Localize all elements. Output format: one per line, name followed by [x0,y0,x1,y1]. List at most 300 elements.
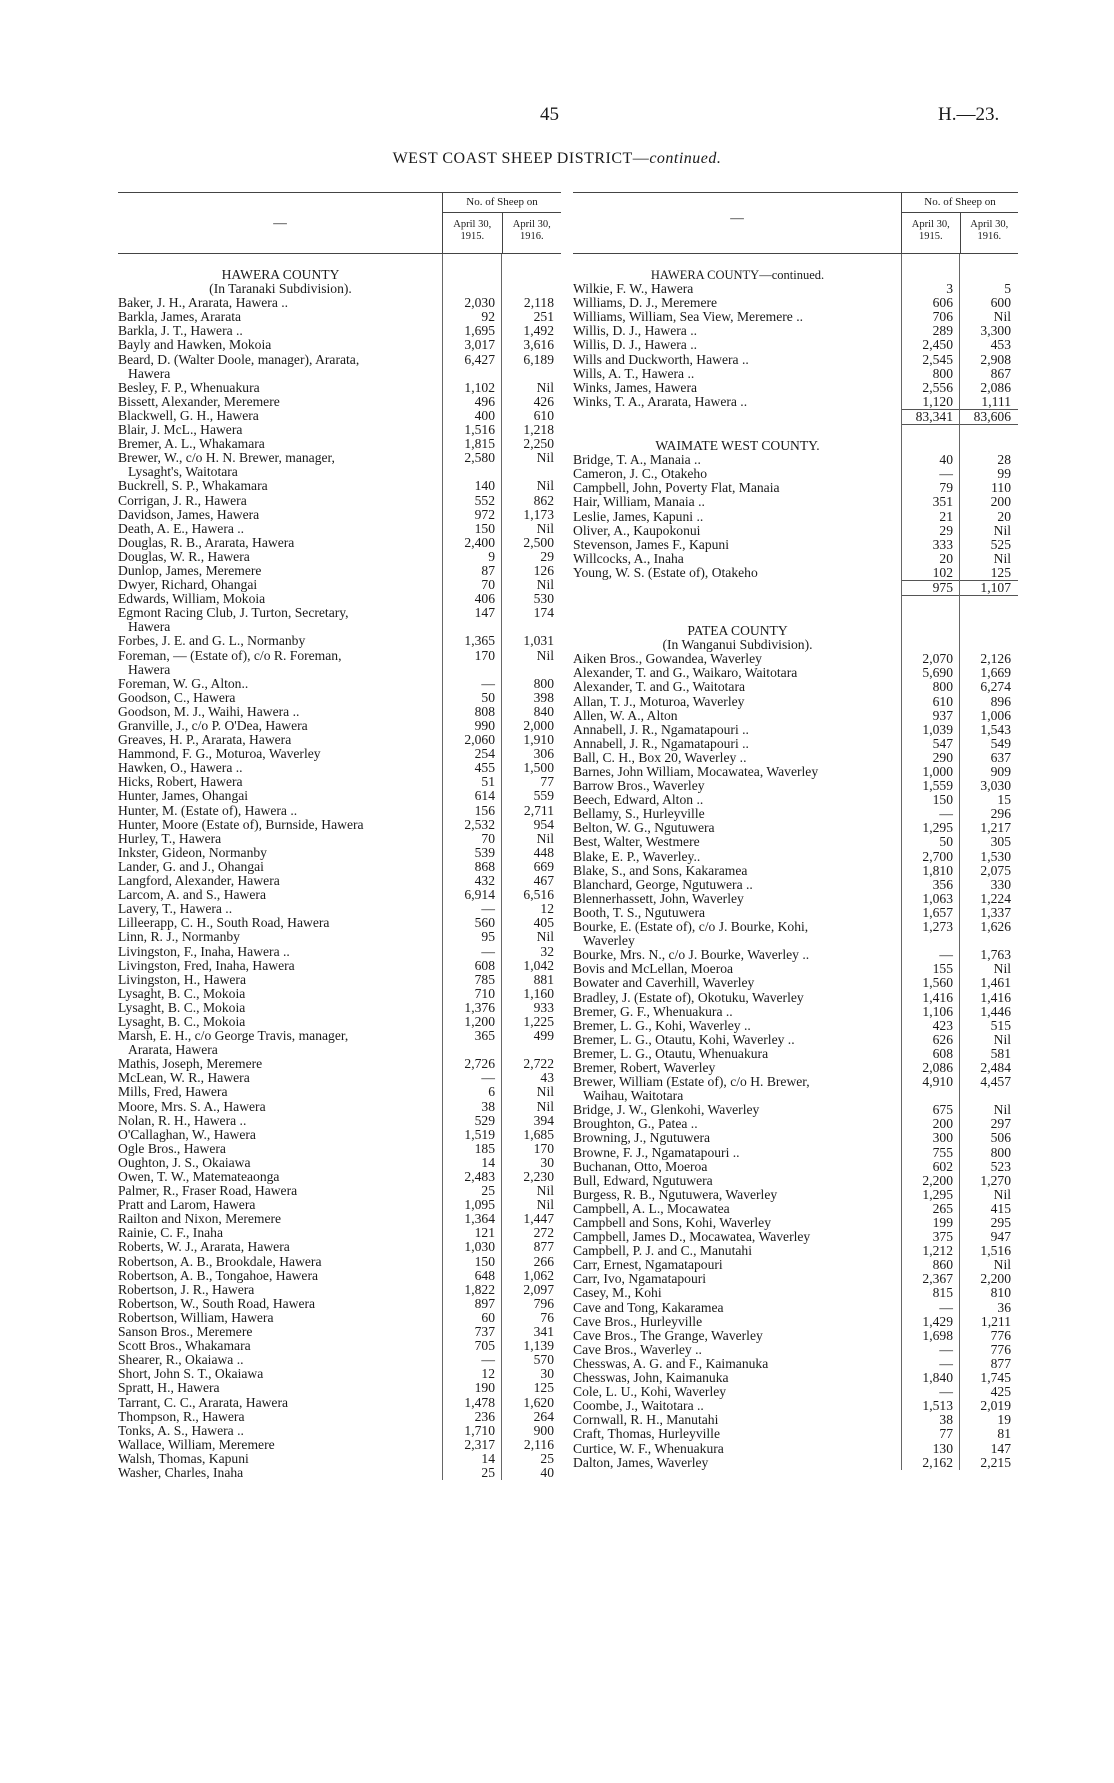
hawera-name: Lysaght, B. C., Mokoia [118,1000,246,1015]
hawera-name: Mathis, Joseph, Meremere [118,1057,263,1072]
hawera-cont-row [573,310,1018,324]
patea-row [573,948,1018,962]
patea-row [573,1117,1018,1131]
hawera-count-1915: 6,427 [464,351,495,367]
hawera-cont-name: Willis, D. J., Hawera .. [573,324,698,339]
patea-count-1915: 937 [932,707,953,723]
patea-count-1915: 2,086 [922,1059,953,1075]
patea-count-1915 [902,934,960,948]
patea-county-heading: PATEA COUNTY [687,623,788,639]
hawera-count-1915: 1,516 [464,422,495,438]
hawera-count-1915: 552 [474,492,495,508]
hawera-count-1916: 499 [533,1028,554,1044]
waimate-count-1916: 20 [997,508,1011,524]
hawera-row [118,310,561,324]
hawera-count-1916: 25 [540,1450,554,1466]
hawera-name: Robertson, A. B., Tongahoe, Hawera [118,1268,319,1283]
patea-count-1915: 265 [932,1200,953,1216]
hawera-cont-name: Willis, D. J., Hawera .. [573,338,698,353]
waimate-count-1915: 20 [939,550,953,566]
hawera-row [118,733,561,747]
hawera-count-1915: 808 [474,703,495,719]
hawera-name: Hawera [128,366,171,381]
hawera-count-1915: 560 [474,915,495,931]
hawera-row [118,437,561,451]
patea-count-1915: 300 [932,1130,953,1146]
hawera-count-1916: 251 [533,309,554,325]
patea-count-1916: 947 [990,1229,1011,1245]
patea-row [573,709,1018,723]
patea-count-1915: 423 [932,1017,953,1033]
patea-count-1916: 1,217 [980,820,1011,836]
patea-count-1916: 581 [990,1045,1011,1061]
patea-name: Casey, M., Kohi [573,1286,662,1301]
hawera-name: Granville, J., c/o P. O'Dea, Hawera [118,719,308,733]
hawera-count-1915 [443,620,502,634]
hawera-count-1916: 126 [533,562,554,578]
hawera-total-1915: 83,341 [902,409,960,425]
patea-name: Ball, C. H., Box 20, Waverley .. [573,750,747,765]
waimate-count-1916: 200 [990,494,1011,510]
hawera-count-1915: 1,364 [464,1211,495,1227]
hawera-name: Davidson, James, Hawera [118,507,260,522]
hawera-count-1916: 1,620 [523,1394,554,1410]
hawera-name: Scott Bros., Whakamara [118,1339,251,1354]
waimate-count-1916: Nil [993,522,1011,538]
hawera-cont-count-1916: 5 [1004,281,1011,297]
hawera-count-1915: 9 [488,548,495,564]
left-header-blank: — [273,215,287,230]
hawera-name: Washer, Charles, Inaha [118,1465,244,1480]
hawera-row [118,1100,561,1114]
waimate-count-1916: 110 [991,480,1011,496]
hawera-count-1916: 530 [533,591,554,607]
hawera-count-1916: 306 [533,746,554,762]
patea-count-1916: 81 [997,1426,1011,1442]
hawera-cont-row [573,381,1018,395]
hawera-row [118,634,561,648]
patea-name: Campbell and Sons, Kohi, Waverley [573,1216,771,1230]
hawera-row [118,508,561,522]
hawera-row [118,761,561,775]
hawera-name: Blackwell, G. H., Hawera [118,408,259,423]
patea-count-1916: 295 [990,1215,1011,1230]
patea-row [573,680,1018,694]
hawera-name: Foreman, W. G., Alton.. [118,676,249,691]
patea-count-1915: 1,063 [922,890,953,906]
patea-count-1915: 1,657 [922,904,953,920]
hawera-count-1916: 6,189 [523,351,554,367]
hawera-cont-count-1915: 289 [932,323,953,339]
hawera-count-1915: 2,580 [464,450,495,466]
patea-count-1915: 2,200 [922,1172,953,1188]
hawera-name: Hawken, O., Hawera .. [118,761,243,776]
left-table [118,192,561,1480]
hawera-count-1915: 1,376 [464,999,495,1015]
hawera-name: Dunlop, James, Meremere [118,563,262,578]
hawera-name: Robertson, W., South Road, Hawera [118,1296,316,1311]
hawera-count-1915: 12 [481,1366,495,1382]
hawera-name: Greaves, H. P., Ararata, Hawera [118,733,292,748]
patea-count-1915: 2,700 [922,848,953,864]
right-rows-hawera [573,282,1018,409]
waimate-count-1915: 351 [932,494,953,510]
patea-count-1915: 1,295 [922,1186,953,1202]
patea-row [573,1442,1018,1456]
patea-name: Bremer, L. G., Kohi, Waverley .. [573,1018,751,1033]
patea-name: Bremer, L. G., Otautu, Kohi, Waverley .. [573,1032,795,1047]
hawera-row [118,451,561,465]
patea-name: Bourke, Mrs. N., c/o J. Bourke, Waverley .. [573,948,810,963]
patea-count-1915: 290 [932,749,953,765]
hawera-cont-row [573,367,1018,381]
patea-count-1915: 755 [932,1144,953,1160]
hawera-count-1916: 1,173 [523,506,554,522]
hawera-row [118,1381,561,1395]
hawera-count-1916: 570 [533,1352,554,1368]
hawera-row [118,1029,561,1043]
hawera-cont-count-1915: 3 [946,281,953,297]
hawera-name: Wallace, William, Meremere [118,1437,275,1452]
patea-name: Alexander, T. and G., Waikaro, Waitotara [573,666,798,681]
hawera-count-1915: 1,095 [464,1197,495,1213]
patea-name: Brewer, William (Estate of), c/o H. Brewer, [573,1075,810,1090]
hawera-cont-row [573,324,1018,338]
hawera-count-1916: 12 [540,901,554,917]
patea-count-1915: 608 [932,1045,953,1061]
patea-count-1916: 3,030 [980,778,1011,794]
hawera-name: Forbes, J. E. and G. L., Normanby [118,634,306,649]
hawera-name: Owen, T. W., Matemateaonga [118,1170,280,1184]
hawera-row [118,691,561,705]
hawera-count-1916: 125 [533,1380,554,1396]
patea-count-1915: 50 [939,834,953,850]
waimate-row [573,495,1018,509]
hawera-row [118,1226,561,1240]
hawera-name: Lavery, T., Hawera .. [118,902,233,917]
patea-name: Browne, F. J., Ngamatapouri .. [573,1145,740,1160]
hawera-count-1915: 2,532 [464,816,495,832]
hawera-row [118,564,561,578]
hawera-count-1916: 1,225 [523,1013,554,1029]
hawera-name: Nolan, R. H., Hawera .. [118,1113,247,1128]
hawera-count-1916: 1,685 [523,1126,554,1142]
hawera-count-1915: 50 [481,689,495,705]
hawera-row [118,874,561,888]
hawera-count-1916: 796 [533,1295,554,1311]
hawera-name: Rainie, C. F., Inaha [118,1226,223,1241]
waimate-row [573,481,1018,495]
hawera-count-1915: 140 [474,478,495,494]
hawera-count-1916: Nil [536,450,554,466]
hawera-count-1916: 266 [533,1253,554,1269]
patea-count-1916: 15 [997,792,1011,808]
waimate-count-1916: 28 [997,452,1011,468]
hawera-count-1915: 1,815 [464,436,495,452]
hawera-cont-count-1915: 606 [932,295,953,311]
hawera-count-1916: 272 [533,1225,554,1241]
hawera-row [118,479,561,493]
patea-name: Bull, Edward, Ngutuwera [573,1173,713,1188]
patea-row [573,1103,1018,1117]
hawera-count-1916: 398 [533,689,554,705]
hawera-cont-row [573,338,1018,352]
hawera-cont-count-1916: 3,300 [980,323,1011,339]
patea-count-1916: 800 [990,1144,1011,1160]
patea-count-1916: 2,019 [980,1398,1011,1414]
hawera-count-1916 [502,1043,561,1057]
patea-count-1916: 1,669 [980,665,1011,681]
patea-count-1916: Nil [993,1186,1011,1202]
patea-name: Browning, J., Ngutuwera [573,1131,711,1146]
patea-row [573,934,1018,948]
hawera-count-1915: 25 [481,1183,495,1199]
hawera-row [118,916,561,930]
hawera-count-1916: 2,722 [523,1056,554,1072]
hawera-row [118,1198,561,1212]
patea-name: Barrow Bros., Waverley [573,779,705,794]
hawera-cont-count-1915: 2,556 [922,379,953,395]
hawera-count-1916: 669 [533,858,554,874]
hawera-name: Lysaght, B. C., Mokoia [118,986,246,1001]
patea-row [573,892,1018,906]
hawera-count-1916: 1,042 [523,957,554,973]
patea-count-1916: 2,215 [980,1454,1011,1470]
left-header-col1: April 30, 1915. [453,219,492,242]
hawera-name: Hawera [128,620,171,635]
hawera-count-1915: 95 [481,929,495,945]
hawera-count-1916 [502,367,561,381]
hawera-row [118,494,561,508]
waimate-name: Hair, William, Manaia .. [573,495,705,510]
hawera-cont-count-1916: 867 [990,365,1011,381]
hawera-name: Barkla, James, Ararata [118,310,242,325]
hawera-name: Livingston, F., Inaha, Hawera .. [118,944,290,959]
hawera-row [118,338,561,352]
hawera-count-1915: 737 [474,1324,495,1340]
patea-name: Blake, E. P., Waverley.. [573,849,701,864]
right-rows-waimate [573,453,1018,580]
right-rows-patea [573,652,1018,1469]
waimate-total-row [573,580,1018,596]
patea-count-1915: 1,840 [922,1370,953,1386]
patea-row [573,666,1018,680]
hawera-county-heading: HAWERA COUNTY [221,267,340,282]
patea-count-1915: 800 [932,679,953,695]
hawera-cont-row [573,296,1018,310]
waimate-count-1915: — [939,466,953,482]
patea-name: Blanchard, George, Ngutuwera .. [573,877,753,892]
waimate-total-1916: 1,107 [960,580,1018,596]
hawera-count-1916: 1,910 [523,732,554,748]
patea-row [573,1089,1018,1103]
patea-name: Cave Bros., The Grange, Waverley [573,1328,763,1343]
patea-row [573,1357,1018,1371]
hawera-name: Short, John S. T., Okaiawa [118,1367,264,1382]
hawera-count-1915: 150 [474,520,495,536]
patea-count-1916: 1,461 [980,975,1011,991]
hawera-name: Thompson, R., Hawera [118,1409,245,1424]
hawera-row [118,959,561,973]
patea-name: Chesswas, A. G. and F., Kaimanuka [573,1356,769,1371]
hawera-row [118,945,561,959]
hawera-row [118,409,561,423]
hawera-cont-count-1915: 1,120 [922,393,953,409]
hawera-count-1916: 29 [540,548,554,564]
patea-name: Booth, T. S., Ngutuwera [573,905,706,920]
left-table-body [118,254,561,1480]
hawera-count-1915: 60 [481,1309,495,1325]
hawera-count-1915: 25 [481,1464,495,1480]
hawera-count-1915: 156 [474,802,495,818]
patea-name: Cave and Tong, Kakaramea [573,1300,724,1315]
hawera-count-1915: 14 [481,1450,495,1466]
waimate-count-1915: 79 [939,480,953,496]
hawera-count-1916: 900 [533,1422,554,1438]
patea-count-1916: Nil [993,1031,1011,1047]
patea-row [573,1047,1018,1061]
hawera-row [118,620,561,634]
waimate-count-1916: 99 [997,466,1011,482]
hawera-row [118,1184,561,1198]
patea-count-1915: 1,212 [922,1243,953,1259]
right-table-body [573,254,1018,1470]
hawera-name: Spratt, H., Hawera [118,1381,220,1396]
hawera-count-1916: 1,500 [523,760,554,776]
hawera-row [118,1043,561,1057]
hawera-count-1915: 365 [474,1028,495,1044]
hawera-row [118,522,561,536]
patea-count-1916: 1,745 [980,1370,1011,1386]
patea-count-1915: 1,559 [922,778,953,794]
hawera-count-1916: 2,116 [523,1436,554,1452]
patea-count-1915: 1,513 [922,1398,953,1414]
patea-name: Bradley, J. (Estate of), Okotuku, Waverley [573,990,804,1005]
patea-count-1916: 1,446 [980,1003,1011,1019]
patea-count-1916: 1,530 [980,848,1011,864]
patea-name: Bovis and McLellan, Moeroa [573,962,734,977]
hawera-count-1916: 1,139 [523,1338,554,1354]
hawera-count-1916: 30 [540,1154,554,1170]
patea-name: Alexander, T. and G., Waitotara [573,680,745,695]
patea-count-1915: 356 [932,876,953,892]
patea-row [573,1329,1018,1343]
waimate-count-1915: 102 [932,564,953,580]
patea-count-1915: — [939,947,953,963]
patea-count-1916: 1,270 [980,1172,1011,1188]
patea-count-1915: 2,070 [922,651,953,667]
patea-name: Cole, L. U., Kohi, Waverley [573,1385,727,1400]
patea-row [573,1244,1018,1258]
hawera-count-1915: 1,030 [464,1239,495,1255]
patea-name: Beech, Edward, Alton .. [573,793,704,808]
patea-count-1915: 1,560 [922,975,953,991]
hawera-count-1915: — [481,901,495,917]
hawera-count-1915: 400 [474,407,495,423]
hawera-count-1915: 87 [481,562,495,578]
patea-count-1915: 1,106 [922,1003,953,1019]
hawera-count-1915: 236 [474,1408,495,1424]
waimate-name: Willcocks, A., Inaha [573,551,684,566]
patea-count-1915: 2,367 [922,1271,953,1287]
hawera-name: Livingston, Fred, Inaha, Hawera [118,958,295,973]
hawera-count-1915: 2,483 [464,1169,495,1184]
patea-count-1915: 77 [939,1426,953,1442]
patea-count-1915: 1,039 [922,721,953,737]
hawera-count-1916: 610 [533,407,554,423]
hawera-count-1915: 170 [474,647,495,663]
waimate-count-1915: 333 [932,536,953,552]
hawera-name: Hunter, Moore (Estate of), Burnside, Hawera [118,817,364,832]
hawera-name: Hawera [128,662,171,677]
hawera-row [118,367,561,381]
hawera-name: Death, A. E., Hawera .. [118,521,245,536]
waimate-row [573,552,1018,566]
patea-count-1916: 810 [990,1285,1011,1301]
hawera-count-1916: 1,031 [523,633,554,649]
hawera-name: Robertson, A. B., Brookdale, Hawera [118,1254,322,1269]
right-divider-1 [901,254,902,1470]
page-number: 45 [540,104,559,125]
hawera-row [118,606,561,620]
patea-count-1916: 305 [990,834,1011,850]
waimate-total-1915: 975 [902,580,960,596]
patea-row [573,920,1018,934]
patea-row [573,1033,1018,1047]
hawera-name: McLean, W. R., Hawera [118,1071,250,1086]
hawera-name: Egmont Racing Club, J. Turton, Secretary, [118,606,349,621]
waimate-row [573,524,1018,538]
hawera-count-1915: 121 [474,1225,495,1241]
hawera-cont-count-1915: 706 [932,309,953,325]
hawera-row [118,381,561,395]
hawera-row [118,1128,561,1142]
waimate-name: Young, W. S. (Estate of), Otakeho [573,565,758,580]
hawera-count-1915: 6 [488,1084,495,1100]
hawera-name: Tarrant, C. C., Ararata, Hawera [118,1395,289,1410]
hawera-cont-name: Williams, D. J., Meremere [573,296,718,311]
patea-row [573,1230,1018,1244]
hawera-count-1915: 897 [474,1295,495,1311]
hawera-count-1916: 174 [533,605,554,621]
hawera-count-1915: 608 [474,957,495,973]
patea-count-1915: 860 [932,1257,953,1273]
hawera-name: Bremer, A. L., Whakamara [118,437,265,452]
hawera-count-1916: Nil [536,1197,554,1213]
patea-name: Bremer, Robert, Waverley [573,1060,716,1075]
patea-name: Burgess, R. B., Ngutuwera, Waverley [573,1187,778,1202]
hawera-count-1915: 406 [474,591,495,607]
hawera-cont-count-1915: 2,450 [922,337,953,353]
patea-count-1916 [960,1089,1018,1103]
hawera-row [118,1170,561,1184]
hawera-name: Palmer, R., Fraser Road, Hawera [118,1184,298,1199]
patea-row [573,1286,1018,1300]
patea-name: Annabell, J. R., Ngamatapouri .. [573,722,749,737]
patea-name: Bridge, J. W., Glenkohi, Waverley [573,1103,760,1118]
hawera-count-1916: 2,250 [523,436,554,452]
hawera-row [118,719,561,733]
waimate-row [573,453,1018,467]
hawera-name: Roberts, W. J., Ararata, Hawera [118,1240,290,1255]
patea-row [573,821,1018,835]
patea-row [573,695,1018,709]
patea-row [573,1005,1018,1019]
patea-count-1916: 523 [990,1158,1011,1174]
patea-count-1916: 1,543 [980,721,1011,737]
patea-name: Waihau, Waitotara [583,1089,684,1104]
hawera-count-1916: Nil [536,577,554,593]
